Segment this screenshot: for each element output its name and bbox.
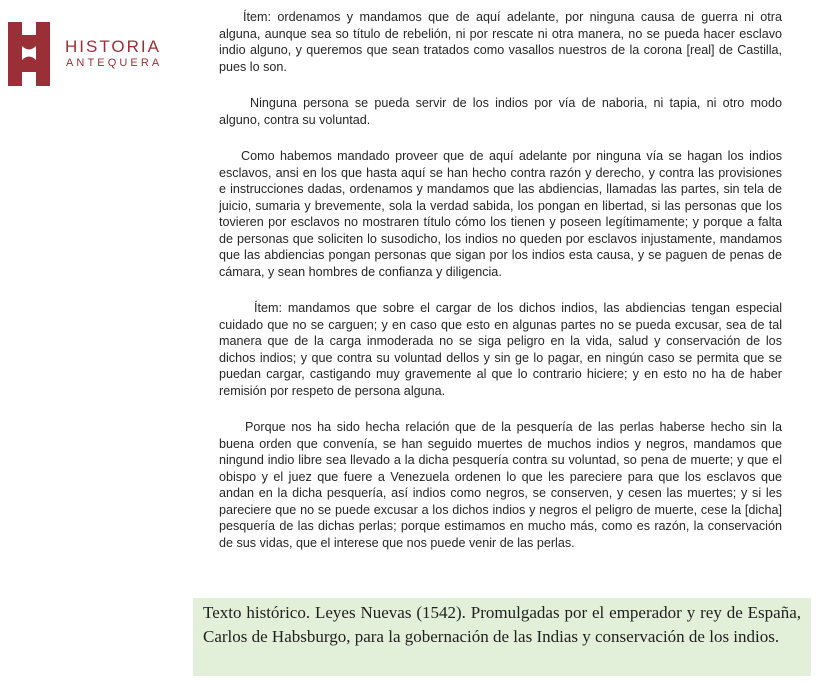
paragraph-2: Ninguna persona se pueda servir de los indios por vía de naboria, ni tapia, ni otro modo alguno, contra su voluntad. bbox=[219, 96, 782, 127]
source-caption bbox=[193, 598, 811, 676]
paragraph-5: Porque nos ha sido hecha relación que de la pesquería de las perlas haberse hecho sin la buena orden que convenía, se han seguido muertes de muchos indios y negros, mandamos que ningund indio libre sea llevado a la dicha pesquería contra su voluntad, so pena de muerte; y que el obispo y el juez que fuere a Venezuela ordenen lo que les pareciere para que los esclavos que andan en la dicha pesquería, así indios como negros, se conserven, y cesen las muertes; y si les pareciere que no se puede excusar a los dichos indios y negros el peligro de muerte, cese la [dicha] pesquería de las dichas perlas; porque estimamos en mucho más, como es razón, la conservación de sus vidas, que el interese que nos puede venir de las perlas. bbox=[219, 420, 782, 550]
document-text bbox=[219, 9, 782, 551]
paragraph-4: Ítem: mandamos que sobre el cargar de los dichos indios, las abdiencias tengan especial cuidado que no se carguen; y en caso que esto en algunas partes no se pueda excusar, sea de tal manera que de la carga inmoderada no se siga peligro en la vida, salud y conservación de los dichos indios; y que contra su voluntad dellos y sin ge lo pagar, en ningún caso se permita que se puedan cargar, castigando muy gravemente al que lo contrario hiciere; y en esto no ha de haber remisión por respeto de persona alguna. bbox=[219, 301, 782, 398]
logo bbox=[8, 22, 178, 88]
logo-mark-icon bbox=[8, 22, 50, 86]
caption-text: Texto histórico. Leyes Nuevas (1542). Promulgadas por el emperador y rey de España, Carlos de Habsburgo, para la gobernación de las Indias y conservación de los indios. bbox=[203, 603, 801, 646]
logo-subtitle: ANTEQUERA bbox=[66, 57, 163, 69]
paragraph-3: Como habemos mandado proveer que de aquí adelante por ninguna vía se hagan los indios esclavos, ansi en los que hasta aquí se han hecho contra razón y derecho, y contra las provisiones e instrucciones dadas, ordenamos y mandamos que las abdiencias, llamadas las partes, sin tela de juicio, sumaria y brevemente, sola la verdad sabida, los pongan en libertad, si las personas que los tovieren por esclavos no mostraren título cómo los tienen y poseen legítimamente; y porque a falta de personas que soliciten lo susodicho, los indios no queden por esclavos injustamente, mandamos que las abdiencias pongan personas que sigan por los indios esta causa, y se paguen de penas de cámara, y sean hombres de confianza y diligencia. bbox=[219, 149, 782, 279]
logo-title: HISTORIA bbox=[65, 37, 161, 56]
paragraph-1: Ítem: ordenamos y mandamos que de aquí adelante, por ninguna causa de guerra ni otra alguna, aunque sea so título de rebelión, ni por rescate ni otra manera, no se pueda hacer esclavo indio alguno, y queremos que sean tratados como vasallos nuestros de la corona [real] de Castilla, pues lo son. bbox=[219, 10, 782, 74]
